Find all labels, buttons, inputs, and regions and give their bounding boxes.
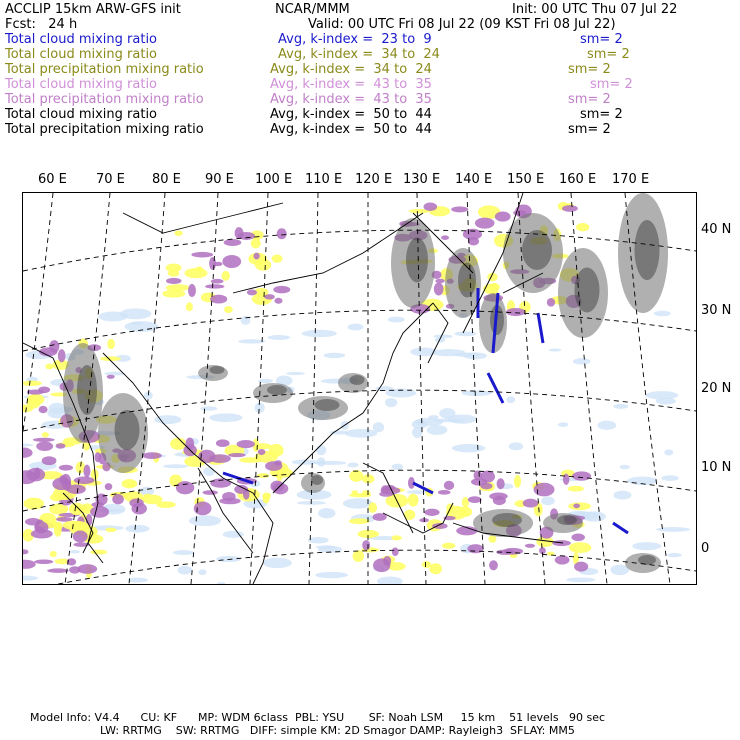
mid-cloud-shading	[262, 493, 271, 499]
low-cloud-shading	[268, 335, 291, 340]
mid-upper-cloud-shading	[237, 440, 255, 448]
model-info-line2: LW: RRTMG SW: RRTMG DIFF: simple KM: 2D Smagor DAMP: Rayleigh3 SFLAY: MM5	[100, 724, 575, 737]
field-name: Total precipitation mixing ratio	[5, 62, 204, 77]
mid-upper-cloud-shading	[451, 206, 468, 212]
product-title: ACCLIP 15km ARW-GFS init	[5, 2, 181, 17]
mid-cloud-shading	[569, 542, 591, 553]
mid-cloud-shading	[90, 550, 107, 555]
low-cloud-shading	[316, 545, 336, 549]
low-cloud-shading	[645, 391, 678, 399]
low-cloud-shading	[70, 550, 80, 554]
low-cloud-shading	[549, 349, 562, 352]
low-cloud-shading	[388, 317, 405, 323]
center-title: NCAR/MMM	[275, 2, 350, 17]
low-cloud-shading	[315, 572, 348, 578]
lat-label: 0	[701, 541, 710, 556]
low-cloud-shading	[198, 569, 206, 575]
mid-upper-cloud-shading	[444, 481, 454, 490]
low-cloud-shading	[434, 419, 466, 423]
low-cloud-shading	[318, 508, 335, 518]
mid-upper-cloud-shading	[228, 453, 245, 457]
mid-upper-cloud-shading	[188, 284, 196, 297]
lon-label: 60 E	[38, 172, 67, 187]
upper-cloud-core	[557, 515, 577, 525]
mid-upper-cloud-shading	[265, 461, 282, 471]
lon-label: 160 E	[559, 172, 597, 187]
lon-label: 70 E	[96, 172, 125, 187]
low-cloud-shading	[348, 324, 364, 331]
mid-cloud-shading	[27, 394, 45, 405]
mid-cloud-shading	[23, 381, 42, 386]
low-cloud-shading	[428, 415, 438, 419]
mid-upper-cloud-shading	[36, 442, 53, 451]
field-k-index: Avg, k-index = 50 to 44	[270, 107, 432, 122]
low-cloud-shading	[302, 330, 337, 337]
field-k-index: Avg, k-index = 23 to 9	[278, 32, 432, 47]
mid-upper-cloud-shading	[571, 533, 585, 541]
upper-cloud-core	[458, 263, 476, 298]
field-smoothing: sm= 2	[580, 107, 623, 122]
mid-upper-cloud-shading	[52, 478, 70, 490]
low-cloud-shading	[452, 444, 485, 452]
low-cloud-shading	[597, 421, 616, 430]
mid-upper-cloud-shading	[166, 278, 182, 284]
low-cloud-shading	[316, 445, 326, 455]
low-cloud-shading	[200, 406, 217, 410]
lon-label: 150 E	[507, 172, 545, 187]
mid-upper-cloud-shading	[247, 289, 257, 295]
low-cloud-shading	[209, 413, 242, 422]
low-cloud-shading	[177, 566, 192, 575]
mid-upper-cloud-shading	[74, 476, 95, 483]
low-cloud-shading	[377, 576, 403, 584]
upper-cloud-core	[350, 375, 365, 385]
mid-upper-cloud-shading	[49, 340, 59, 353]
low-cloud-shading	[541, 496, 555, 505]
mid-cloud-shading	[127, 483, 135, 488]
low-cloud-shading	[432, 349, 465, 356]
mid-upper-cloud-shading	[273, 286, 290, 294]
low-cloud-shading	[23, 444, 34, 447]
mid-upper-cloud-shading	[468, 496, 482, 503]
field-smoothing: sm= 2	[587, 47, 630, 62]
mid-upper-cloud-shading	[47, 568, 68, 572]
mid-cloud-shading	[568, 486, 584, 492]
mid-cloud-shading	[368, 502, 377, 513]
mid-upper-cloud-shading	[254, 253, 260, 260]
field-name: Total precipitation mixing ratio	[5, 92, 204, 107]
mid-upper-cloud-shading	[27, 389, 44, 394]
mid-upper-cloud-shading	[523, 499, 539, 508]
mid-upper-cloud-shading	[39, 406, 48, 413]
low-cloud-shading	[613, 404, 628, 409]
low-cloud-shading	[566, 577, 595, 582]
low-cloud-shading	[509, 442, 523, 450]
low-cloud-shading	[427, 425, 448, 435]
low-cloud-streak	[488, 373, 503, 403]
low-cloud-streak	[613, 523, 628, 533]
mid-cloud-shading	[184, 268, 207, 278]
mid-upper-cloud-shading	[441, 235, 449, 240]
low-cloud-shading	[613, 491, 631, 500]
mid-upper-cloud-shading	[573, 504, 580, 509]
low-cloud-shading	[558, 422, 568, 427]
mid-upper-cloud-shading	[222, 492, 236, 501]
map-canvas	[23, 193, 696, 584]
lat-label: 30 N	[701, 303, 732, 318]
mid-cloud-shading	[408, 494, 419, 507]
mid-upper-cloud-shading	[211, 279, 224, 284]
mid-cloud-shading	[251, 238, 261, 248]
mid-upper-cloud-shading	[272, 483, 288, 494]
field-smoothing: sm= 2	[568, 122, 611, 137]
mid-cloud-shading	[42, 432, 49, 437]
meridian	[309, 193, 318, 584]
mid-upper-cloud-shading	[563, 474, 569, 485]
low-cloud-shading	[48, 403, 66, 414]
lat-label: 10 N	[701, 460, 732, 475]
low-cloud-shading	[286, 372, 305, 375]
mid-cloud-shading	[186, 302, 193, 311]
mid-cloud-shading	[576, 223, 589, 231]
field-k-index: Avg, k-index = 43 to 35	[270, 92, 432, 107]
mid-upper-cloud-shading	[23, 549, 28, 554]
low-cloud-shading	[664, 449, 673, 455]
mid-cloud-shading	[514, 475, 521, 488]
mid-upper-cloud-shading	[481, 471, 495, 483]
upper-cloud-core	[492, 513, 522, 527]
field-name: Total precipitation mixing ratio	[5, 122, 204, 137]
mid-cloud-shading	[50, 551, 57, 557]
upper-cloud-core	[575, 268, 600, 313]
mid-cloud-shading	[222, 271, 230, 281]
upper-cloud-core	[115, 410, 140, 450]
low-cloud-shading	[662, 475, 679, 481]
field-shading	[23, 193, 690, 584]
low-cloud-shading	[620, 465, 630, 469]
mid-upper-cloud-shading	[525, 544, 535, 548]
mid-upper-cloud-shading	[214, 262, 223, 266]
mid-upper-cloud-shading	[222, 255, 241, 268]
low-cloud-shading	[667, 553, 681, 557]
mid-cloud-shading	[349, 518, 370, 524]
mid-upper-cloud-shading	[497, 478, 505, 489]
mid-upper-cloud-shading	[33, 438, 55, 442]
mid-upper-cloud-shading	[194, 501, 212, 515]
mid-upper-cloud-shading	[489, 493, 508, 500]
mid-upper-cloud-shading	[34, 521, 48, 533]
low-cloud-shading	[173, 550, 194, 555]
low-cloud-shading	[506, 396, 515, 403]
mid-upper-cloud-shading	[495, 211, 511, 221]
mid-upper-cloud-shading	[372, 513, 386, 521]
mid-cloud-shading	[460, 507, 473, 517]
field-smoothing: sm= 2	[580, 32, 623, 47]
mid-cloud-shading	[166, 284, 190, 291]
low-cloud-shading	[347, 462, 358, 467]
upper-cloud-core	[406, 238, 428, 283]
low-cloud-shading	[23, 576, 38, 581]
field-smoothing: sm= 2	[590, 77, 633, 92]
mid-upper-cloud-shading	[475, 218, 495, 229]
mid-upper-cloud-shading	[202, 490, 217, 495]
low-cloud-shading	[573, 358, 591, 364]
low-cloud-shading	[263, 558, 292, 568]
mid-upper-cloud-shading	[224, 239, 242, 246]
field-k-index: Avg, k-index = 34 to 24	[278, 47, 440, 62]
mid-upper-cloud-shading	[555, 555, 570, 564]
mid-upper-cloud-shading	[131, 503, 146, 515]
low-cloud-shading	[163, 464, 188, 468]
low-cloud-shading	[125, 525, 149, 533]
mid-upper-cloud-shading	[58, 349, 66, 362]
low-cloud-shading	[373, 422, 384, 432]
field-k-index: Avg, k-index = 43 to 35	[270, 77, 432, 92]
mid-cloud-shading	[45, 364, 53, 370]
low-cloud-shading	[189, 515, 221, 526]
mid-cloud-shading	[488, 283, 499, 290]
mid-cloud-shading	[60, 494, 67, 499]
lat-label: 40 N	[701, 222, 732, 237]
mid-cloud-shading	[142, 495, 163, 505]
mid-cloud-shading	[224, 306, 233, 313]
low-cloud-shading	[217, 582, 225, 584]
mid-cloud-shading	[272, 255, 283, 263]
mid-upper-cloud-shading	[435, 279, 444, 283]
lon-label: 110 E	[305, 172, 343, 187]
field-k-index: Avg, k-index = 34 to 24	[270, 62, 432, 77]
mid-upper-cloud-shading	[547, 298, 555, 307]
mid-upper-cloud-shading	[56, 443, 66, 448]
valid-time: Valid: 00 UTC Fri 08 Jul 22 (09 KST Fri 08 Jul 22)	[308, 17, 616, 32]
mid-upper-cloud-shading	[277, 228, 287, 239]
mid-upper-cloud-shading	[210, 295, 227, 304]
low-cloud-shading	[439, 408, 455, 419]
mid-upper-cloud-shading	[142, 452, 162, 459]
mid-upper-cloud-shading	[90, 506, 109, 518]
field-smoothing: sm= 2	[568, 62, 611, 77]
mid-upper-cloud-shading	[362, 540, 370, 550]
mid-upper-cloud-shading	[572, 471, 591, 480]
field-name: Total cloud mixing ratio	[5, 77, 158, 92]
lat-label: 20 N	[701, 381, 732, 396]
lon-label: 80 E	[152, 172, 181, 187]
mid-upper-cloud-shading	[23, 448, 33, 458]
mid-upper-cloud-shading	[274, 298, 282, 304]
lon-label: 140 E	[455, 172, 493, 187]
mid-cloud-shading	[349, 470, 363, 482]
upper-cloud-core	[635, 220, 660, 280]
lon-label: 130 E	[403, 172, 441, 187]
init-time: Init: 00 UTC Thu 07 Jul 22	[512, 2, 678, 17]
mid-upper-cloud-shading	[264, 294, 275, 299]
mid-cloud-shading	[353, 550, 365, 562]
upper-cloud-core	[77, 365, 97, 415]
field-name: Total cloud mixing ratio	[5, 47, 158, 62]
low-cloud-shading	[414, 418, 443, 426]
mid-cloud-shading	[442, 543, 455, 549]
low-cloud-shading	[632, 542, 661, 550]
low-cloud-shading	[99, 311, 128, 321]
mid-upper-cloud-shading	[489, 560, 498, 570]
forecast-hour: Fcst: 24 h	[5, 17, 78, 32]
upper-cloud-core	[267, 385, 287, 395]
low-cloud-shading	[127, 578, 147, 583]
mid-cloud-shading	[174, 230, 182, 236]
mid-upper-cloud-shading	[34, 468, 40, 479]
low-cloud-shading	[412, 427, 423, 438]
mid-upper-cloud-shading	[574, 562, 588, 572]
mid-upper-cloud-shading	[112, 494, 124, 504]
lon-label: 100 E	[255, 172, 293, 187]
mid-upper-cloud-shading	[83, 465, 90, 478]
lon-label: 170 E	[612, 172, 650, 187]
low-cloud-streak	[538, 313, 543, 343]
mid-upper-cloud-shading	[191, 252, 213, 258]
mid-cloud-shading	[391, 535, 402, 540]
field-name: Total cloud mixing ratio	[5, 107, 158, 122]
upper-cloud-core	[311, 475, 323, 485]
mid-upper-cloud-shading	[562, 205, 578, 212]
mid-upper-cloud-shading	[216, 439, 230, 447]
low-cloud-shading	[308, 537, 329, 544]
low-cloud-shading	[345, 429, 378, 438]
low-cloud-shading	[203, 467, 215, 476]
mid-upper-cloud-shading	[424, 509, 439, 516]
upper-cloud-core	[210, 366, 225, 374]
field-name: Total cloud mixing ratio	[5, 32, 158, 47]
low-cloud-shading	[454, 331, 476, 336]
mid-cloud-shading	[429, 563, 442, 574]
mid-upper-cloud-shading	[107, 375, 115, 379]
field-smoothing: sm= 2	[568, 92, 611, 107]
mid-cloud-shading	[107, 339, 115, 349]
mid-upper-cloud-shading	[432, 523, 448, 529]
mid-cloud-shading	[106, 528, 117, 533]
field-k-index: Avg, k-index = 50 to 44	[270, 122, 432, 137]
mid-upper-cloud-shading	[42, 456, 57, 465]
model-info-line1: Model Info: V4.4 CU: KF MP: WDM 6class PBL: YSU SF: Noah LSM 15 km 51 levels 90 sec	[30, 711, 606, 724]
mid-upper-cloud-shading	[434, 283, 444, 296]
low-cloud-shading	[656, 527, 690, 532]
mid-upper-cloud-shading	[467, 544, 483, 553]
low-cloud-shading	[392, 464, 403, 470]
mid-upper-cloud-shading	[73, 531, 88, 543]
mid-upper-cloud-shading	[423, 202, 437, 211]
mid-upper-cloud-shading	[176, 481, 194, 494]
low-cloud-shading	[131, 322, 141, 325]
map-panel	[22, 192, 697, 585]
coastline	[123, 203, 283, 233]
lon-label: 90 E	[205, 172, 234, 187]
low-cloud-shading	[317, 457, 325, 466]
mid-upper-cloud-shading	[373, 558, 390, 572]
mid-cloud-shading	[166, 263, 182, 272]
mid-upper-cloud-shading	[235, 227, 244, 239]
low-cloud-shading	[385, 398, 397, 407]
upper-cloud-core	[315, 399, 340, 411]
mid-upper-cloud-shading	[23, 560, 36, 569]
lon-label: 120 E	[355, 172, 393, 187]
mid-upper-cloud-shading	[205, 284, 224, 288]
low-cloud-shading	[324, 353, 346, 358]
mid-cloud-shading	[54, 522, 63, 531]
low-cloud-shading	[238, 339, 265, 343]
mid-upper-cloud-shading	[69, 566, 80, 573]
mid-upper-cloud-shading	[438, 490, 451, 495]
low-cloud-shading	[654, 311, 671, 317]
upper-cloud-core	[522, 230, 552, 270]
mid-upper-cloud-shading	[258, 449, 266, 455]
mid-upper-cloud-shading	[392, 547, 399, 556]
mid-cloud-shading	[462, 497, 469, 508]
mid-upper-cloud-shading	[34, 559, 53, 564]
mid-upper-cloud-shading	[59, 465, 73, 471]
mid-upper-cloud-shading	[105, 483, 113, 490]
